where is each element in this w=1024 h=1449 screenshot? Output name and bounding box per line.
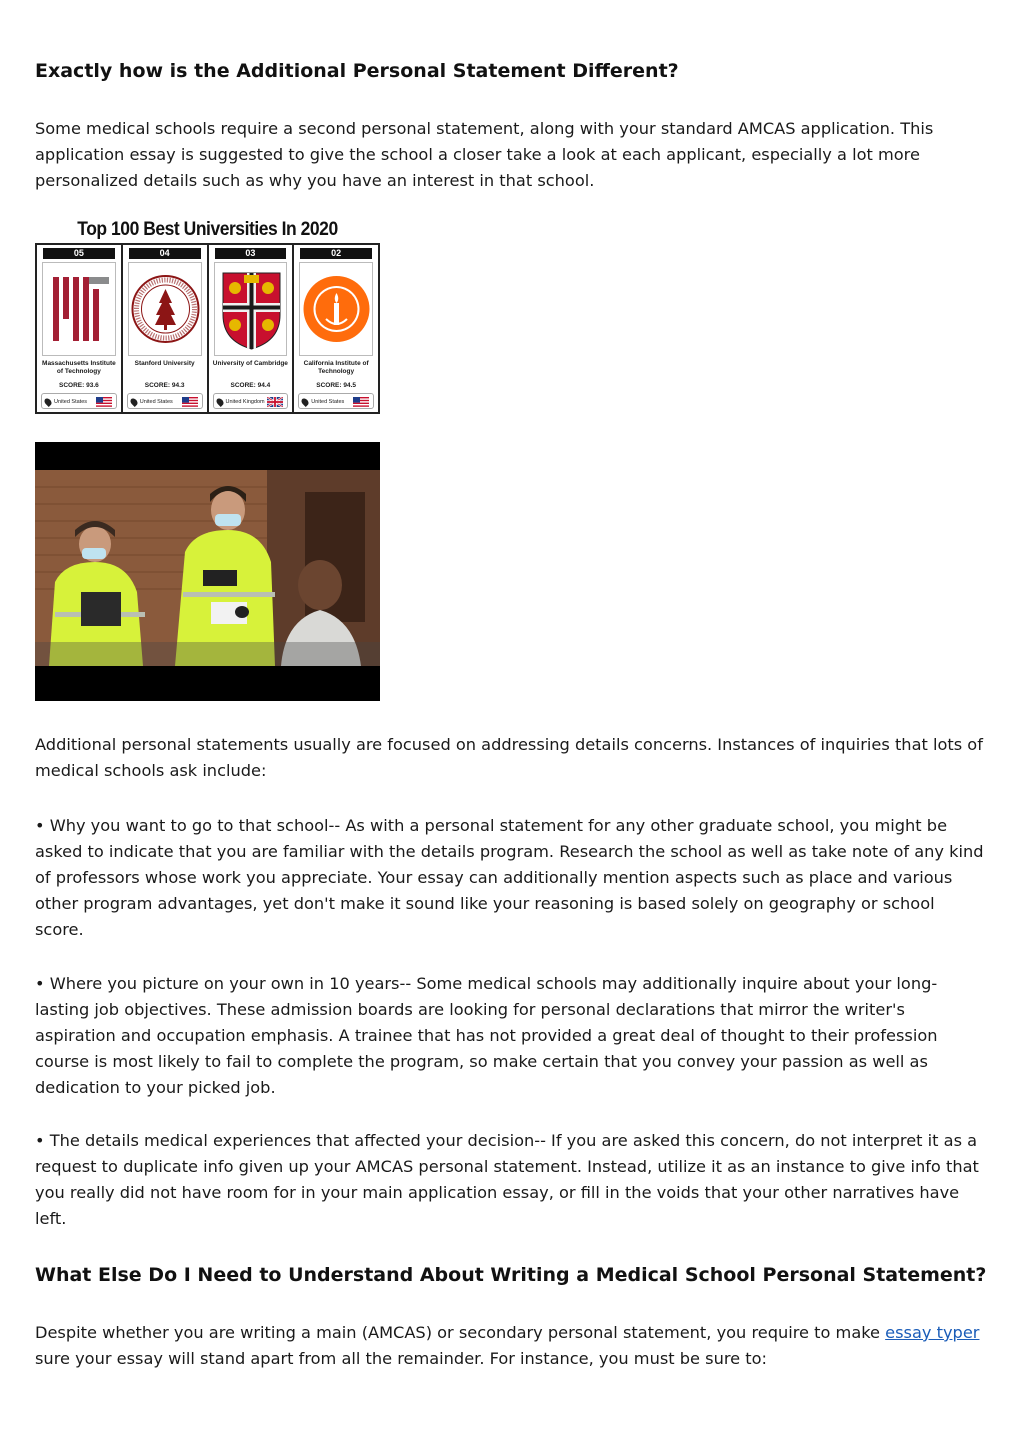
location-text: United Kingdom xyxy=(225,399,265,405)
university-name: California Institute of Technology xyxy=(303,360,369,375)
location-box xyxy=(127,393,203,409)
bullet-ten-years: • Where you picture on your own in 10 years-- Some medical schools may additionally inquire about your long-lasting job objectives. These admission boards are looking for personal declarations that mirror the writer's aspiration and occupation emphasis. A trainee that has not provided a great deal of thought to their profession course is most likely to fail to complete the program, so make certain that you convey your passion as well as dedication to your picked job. xyxy=(35,974,938,1097)
us-flag-icon xyxy=(182,397,198,407)
university-name: Massachusetts Institute of Technology xyxy=(42,360,116,375)
location-pin-icon xyxy=(300,397,310,407)
caltech-seal-logo xyxy=(299,262,373,356)
location-pin-icon xyxy=(215,397,225,407)
university-card xyxy=(209,245,295,412)
university-score: SCORE: 94.3 xyxy=(144,382,185,389)
rank-badge: 05 xyxy=(43,248,115,259)
university-score: SCORE: 94.4 xyxy=(230,382,271,389)
bullet-why-school: • Why you want to go to that school-- As with a personal statement for any other graduate school, you might be asked to indicate that you are familiar with the details program. Research the school as well as take note of any kind of professors whose work you appreciate. Your essay can additionally mention aspects such as place and various other program advantages, yet don't make it sound like your reasoning is based solely on geography or school score. xyxy=(35,816,984,939)
rank-badge: 03 xyxy=(215,248,287,259)
cambridge-shield-logo xyxy=(214,262,288,356)
university-score: SCORE: 93.6 xyxy=(59,382,99,389)
health-workers-photo xyxy=(35,442,380,701)
ranking-cards xyxy=(35,243,380,414)
essay-typer-link[interactable]: essay typer xyxy=(885,1323,980,1342)
intro-paragraph: Some medical schools require a second personal statement, along with your standard AMCAS application. This application essay is suggested to give the school a closer take a look at each applicant, especially a lot more personalized details such as why you have an interest in that school. xyxy=(35,119,934,190)
mit-logo xyxy=(42,262,116,356)
location-pin-icon xyxy=(129,397,139,407)
closing-text-after: sure your essay will stand apart from all the remainder. For instance, you must be sure to: xyxy=(35,1349,767,1368)
section-heading-additional-statement: Exactly how is the Additional Personal Statement Different? xyxy=(35,60,679,82)
section-heading-what-else: What Else Do I Need to Understand About Writing a Medical School Personal Statement? xyxy=(35,1264,987,1286)
closing-paragraph xyxy=(35,1320,985,1372)
university-score: SCORE: 94.5 xyxy=(316,382,356,389)
location-text: United States xyxy=(139,399,173,405)
location-pin-icon xyxy=(43,397,53,407)
us-flag-icon xyxy=(353,397,369,407)
location-text: United States xyxy=(311,399,345,405)
closing-text-before: Despite whether you are writing a main (AMCAS) or secondary personal statement, you require to make xyxy=(35,1323,886,1342)
university-name: University of Cambridge xyxy=(212,360,288,367)
location-text: United States xyxy=(54,399,88,405)
location-box xyxy=(213,393,289,409)
rank-badge: 04 xyxy=(129,248,201,259)
stanford-seal-logo xyxy=(128,262,202,356)
university-card xyxy=(294,245,378,412)
university-name: Stanford University xyxy=(134,360,195,367)
us-flag-icon xyxy=(96,397,112,407)
rank-badge: 02 xyxy=(300,248,372,259)
additional-statements-paragraph: Additional personal statements usually are focused on addressing details concerns. Instances of inquiries that lots of medical schools ask include: xyxy=(35,735,983,780)
bullet-medical-experiences: • The details medical experiences that affected your decision-- If you are asked this concern, do not interpret it as a request to duplicate info given up your AMCAS personal statement. Instead, utilize it as an instance to give info that you really did not have room for in your main application essay, or fill in the voids that your other narratives have left. xyxy=(35,1131,979,1228)
uk-flag-icon xyxy=(267,397,283,407)
ranking-title: Top 100 Best Universities In 2020 xyxy=(77,219,338,240)
location-box xyxy=(41,393,117,409)
university-card xyxy=(123,245,209,412)
universities-ranking-image xyxy=(35,215,380,414)
location-box xyxy=(298,393,374,409)
university-card xyxy=(37,245,123,412)
